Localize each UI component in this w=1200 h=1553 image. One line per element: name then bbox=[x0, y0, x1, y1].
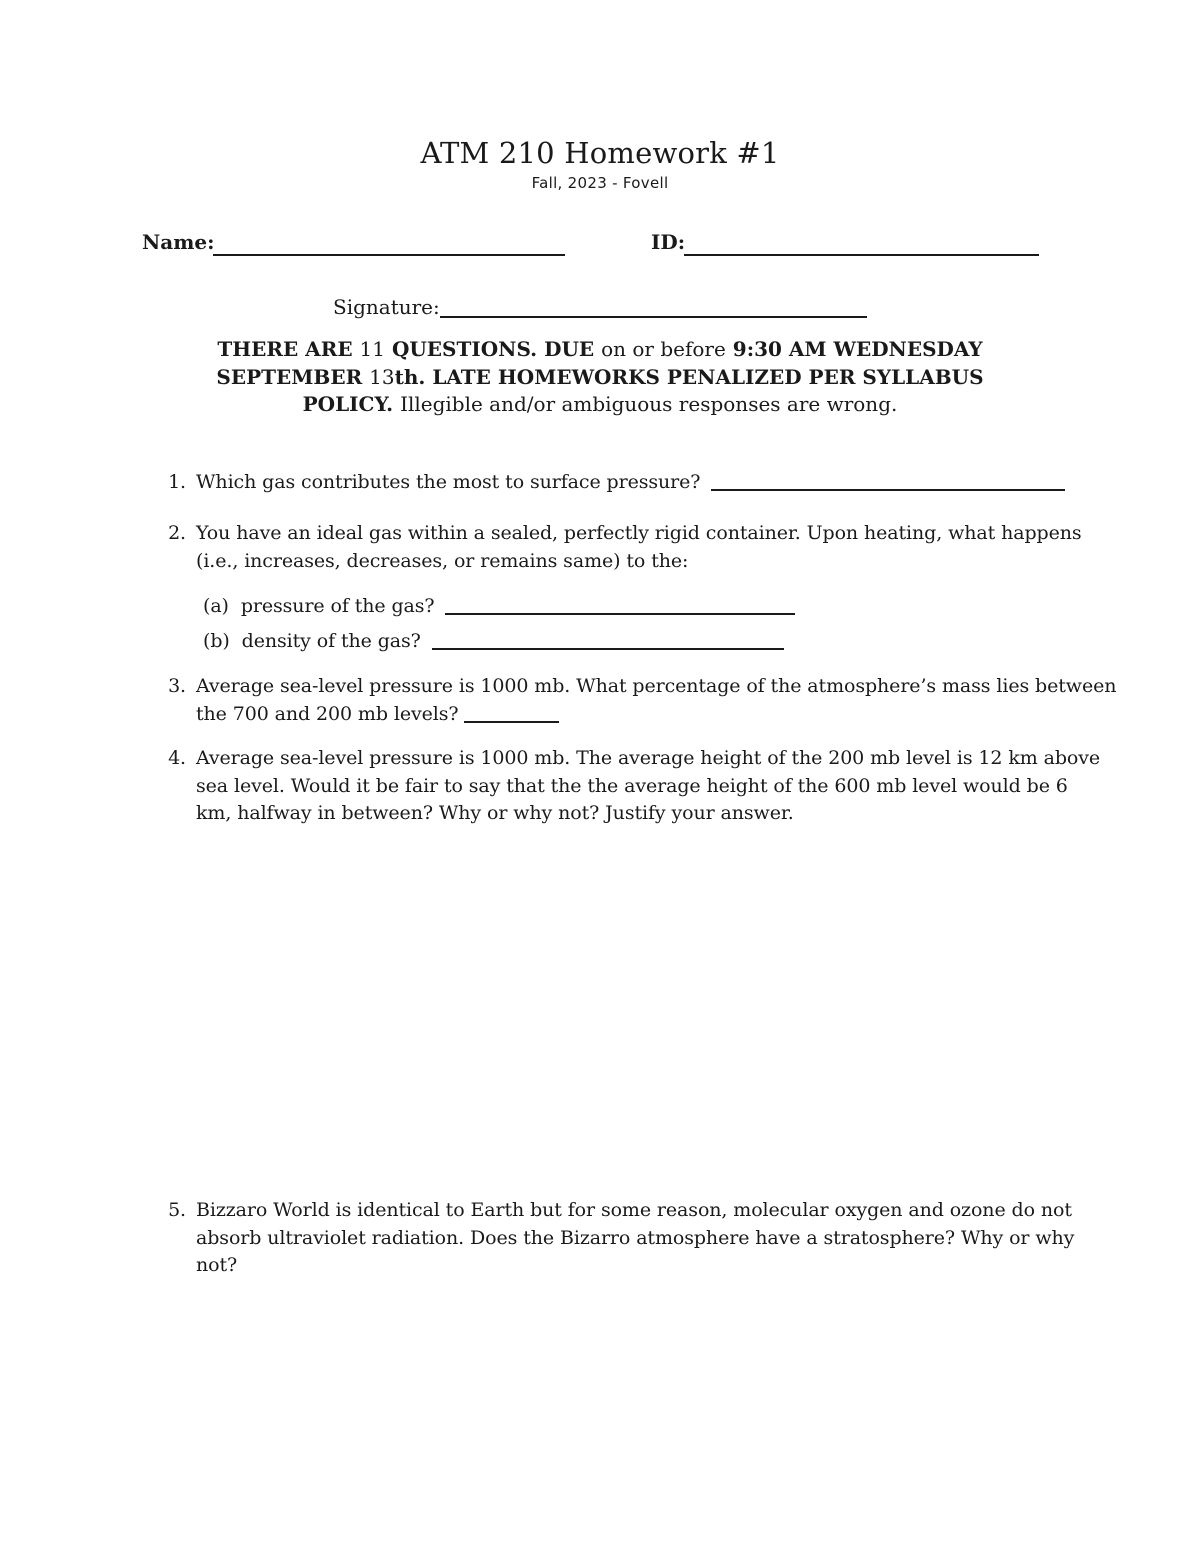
due-notice-line-1: THERE ARE 11 QUESTIONS. DUE on or before 9:30 AM WEDNESDAY bbox=[217, 337, 983, 361]
question-4-number: 4. bbox=[168, 747, 186, 769]
question-5 bbox=[196, 1197, 1074, 1280]
question-1-text: Which gas contributes the most to surface pressure? bbox=[196, 471, 701, 493]
question-3-number: 3. bbox=[168, 675, 186, 697]
question-4-line-1: Average sea-level pressure is 1000 mb. The average height of the 200 mb level is 12 km above bbox=[196, 747, 1101, 769]
question-2-line-1: You have an ideal gas within a sealed, perfectly rigid container. Upon heating, what happens bbox=[196, 522, 1082, 544]
question-5-line-2: absorb ultraviolet radiation. Does the Bizarro atmosphere have a stratosphere? Why or why bbox=[196, 1226, 1075, 1249]
due-notice bbox=[0, 336, 1200, 419]
question-1-answer-blank[interactable] bbox=[711, 489, 1065, 491]
question-2b-text: density of the gas? bbox=[241, 630, 421, 652]
question-4-line-3: km, halfway in between? Why or why not? Justify your answer. bbox=[196, 802, 794, 824]
question-3 bbox=[196, 673, 1116, 728]
due-notice-line-3: POLICY. Illegible and/or ambiguous responses are wrong. bbox=[302, 392, 898, 416]
question-2-number: 2. bbox=[168, 522, 186, 544]
id-field[interactable] bbox=[684, 254, 1039, 256]
question-2a-text: pressure of the gas? bbox=[240, 595, 435, 617]
question-3-answer-blank[interactable] bbox=[464, 721, 559, 723]
question-5-number: 5. bbox=[168, 1199, 186, 1221]
due-notice-line-2: SEPTEMBER 13th. LATE HOMEWORKS PENALIZED PER SYLLABUS bbox=[216, 364, 984, 389]
signature-label: Signature: bbox=[333, 295, 440, 319]
question-3-line-1: Average sea-level pressure is 1000 mb. What percentage of the atmosphere’s mass lies between bbox=[196, 675, 1117, 697]
question-2a bbox=[203, 593, 795, 621]
page-subtitle: Fall, 2023 - Fovell bbox=[531, 174, 669, 192]
question-1 bbox=[196, 469, 1065, 497]
name-label: Name: bbox=[142, 230, 215, 254]
question-2 bbox=[196, 520, 1082, 575]
question-1-number: 1. bbox=[168, 471, 186, 493]
question-2b bbox=[203, 628, 784, 656]
question-5-line-3: not? bbox=[196, 1254, 238, 1276]
question-2a-answer-blank[interactable] bbox=[445, 613, 795, 615]
question-2b-label: (b) bbox=[203, 630, 230, 652]
question-5-answer-area[interactable] bbox=[196, 1290, 1060, 1520]
question-2b-answer-blank[interactable] bbox=[432, 648, 784, 650]
id-label: ID: bbox=[651, 230, 686, 254]
question-4-line-2: sea level. Would it be fair to say that the the average height of the 600 mb level would be 6 bbox=[196, 774, 1068, 797]
question-3-line-2: the 700 and 200 mb levels? bbox=[196, 701, 1116, 729]
question-2a-label: (a) bbox=[203, 595, 229, 617]
question-4 bbox=[196, 745, 1100, 828]
signature-field[interactable] bbox=[440, 316, 867, 318]
question-5-line-1: Bizzaro World is identical to Earth but for some reason, molecular oxygen and ozone do not bbox=[196, 1199, 1072, 1221]
question-4-answer-area[interactable] bbox=[196, 840, 1060, 1180]
question-2-line-2: (i.e., increases, decreases, or remains same) to the: bbox=[196, 549, 689, 572]
page-title: ATM 210 Homework #1 bbox=[420, 136, 780, 170]
name-field[interactable] bbox=[213, 254, 565, 256]
